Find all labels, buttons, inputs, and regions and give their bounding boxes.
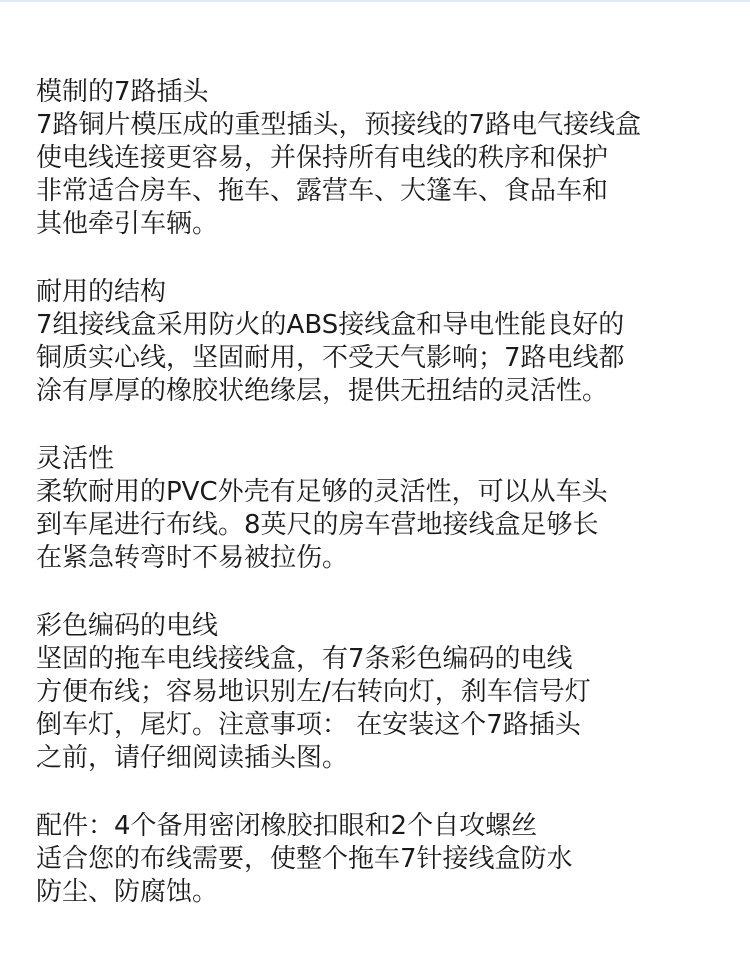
body-line: 坚固的拖车电线接线盒，有7条彩色编码的电线	[36, 644, 573, 674]
section-flexibility	[36, 443, 742, 575]
body-line: 适合您的布线需要，使整个拖车7针接线盒防水	[36, 844, 573, 874]
section-heading: 模制的7路插头	[36, 77, 209, 107]
section-heading: 配件：4个备用密闭橡胶扣眼和2个自攻螺丝	[36, 811, 538, 841]
body-line: 非常适合房车、拖车、露营车、大篷车、食品车和	[36, 176, 609, 206]
section-heading: 彩色编码的电线	[36, 611, 219, 641]
section-accessories	[36, 810, 742, 909]
body-line: 方便布线；容易地识别左/右转向灯，刹车信号灯	[36, 677, 591, 707]
body-line: 防尘、防腐蚀。	[36, 877, 219, 907]
top-divider	[0, 0, 750, 2]
body-line: 柔软耐用的PVC外壳有足够的灵活性，可以从车头	[36, 477, 608, 507]
body-line: 涂有厚厚的橡胶状绝缘层，提供无扭结的灵活性。	[36, 376, 609, 406]
body-line: 使电线连接更容易，并保持所有电线的秩序和保护	[36, 143, 609, 173]
body-line: 之前，请仔细阅读插头图。	[36, 743, 349, 773]
section-molded-plug	[36, 76, 742, 241]
body-line: 7组接线盒采用防火的ABS接线盒和导电性能良好的	[36, 310, 625, 340]
section-heading: 灵活性	[36, 444, 115, 474]
body-line: 在紧急转弯时不易被拉伤。	[36, 543, 349, 573]
body-line: 倒车灯，尾灯。注意事项： 在安装这个7路插头	[36, 710, 581, 740]
section-heading: 耐用的结构	[36, 277, 167, 307]
body-line: 7路铜片模压成的重型插头，预接线的7路电气接线盒	[36, 110, 642, 140]
product-description	[36, 76, 742, 909]
body-line: 其他牵引车辆。	[36, 209, 219, 239]
body-line: 到车尾进行布线。8英尺的房车营地接线盒足够长	[36, 510, 599, 540]
body-line: 铜质实心线，坚固耐用，不受天气影响；7路电线都	[36, 343, 625, 373]
section-durable-structure	[36, 276, 742, 408]
section-color-coded-wires	[36, 610, 742, 775]
